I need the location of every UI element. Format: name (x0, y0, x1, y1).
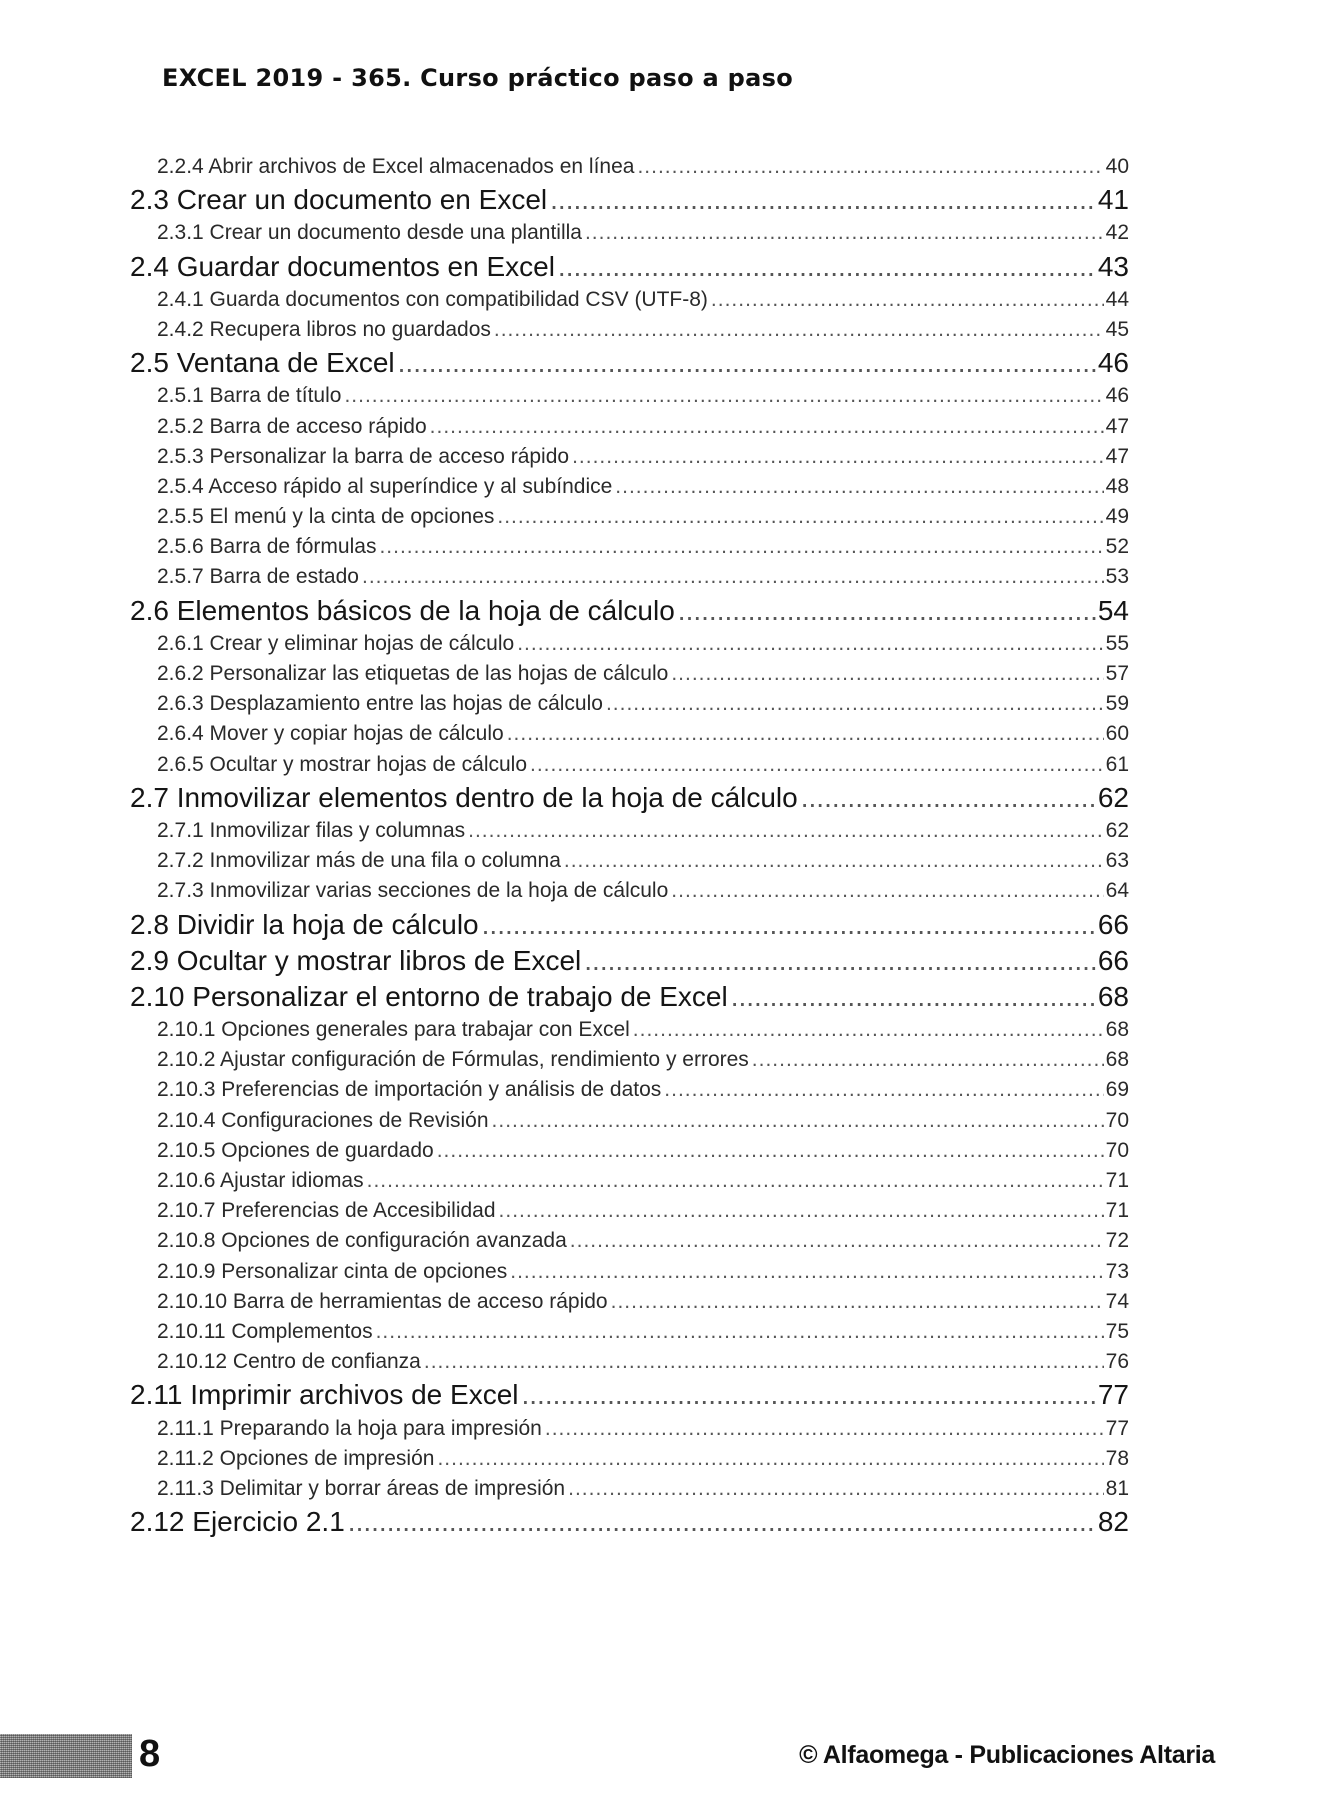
toc-entry-title: 2.10.7 Preferencias de Accesibilidad (157, 1199, 496, 1223)
toc-entry-page: 47 (1105, 414, 1129, 438)
toc-entry-title: 2.11.2 Opciones de impresión (157, 1446, 435, 1470)
toc-entry-page: 47 (1105, 444, 1129, 468)
toc-subsection-entry (157, 1045, 1129, 1075)
toc-leader-dots (611, 1287, 1104, 1317)
toc-section-entry (130, 907, 1129, 943)
toc-entry-title: 2.5.7 Barra de estado (157, 565, 359, 589)
toc-entry-page: 46 (1097, 347, 1129, 379)
toc-subsection-entry (157, 1444, 1129, 1474)
toc-leader-dots (664, 1075, 1103, 1105)
toc-entry-page: 42 (1105, 221, 1129, 245)
toc-entry-page: 73 (1105, 1259, 1129, 1283)
toc-entry-page: 45 (1105, 317, 1129, 341)
toc-entry-page: 68 (1105, 1018, 1129, 1042)
toc-subsection-entry (157, 381, 1129, 411)
toc-leader-dots (633, 1015, 1104, 1045)
toc-leader-dots (362, 562, 1104, 592)
toc-leader-dots (468, 816, 1104, 846)
toc-entry-page: 64 (1105, 879, 1129, 903)
toc-leader-dots (584, 943, 1096, 979)
toc-subsection-entry (157, 285, 1129, 315)
toc-leader-dots (530, 750, 1104, 780)
page-number: 8 (139, 1733, 161, 1775)
toc-leader-dots (522, 1377, 1096, 1413)
toc-entry-page: 72 (1105, 1229, 1129, 1253)
toc-entry-page: 70 (1105, 1138, 1129, 1162)
toc-entry-title: 2.4.1 Guarda documentos con compatibilidad CSV (UTF-8) (157, 287, 708, 311)
toc-entry-page: 53 (1105, 565, 1129, 589)
toc-subsection-entry (157, 472, 1129, 502)
toc-entry-page: 54 (1097, 594, 1129, 626)
toc-entry-page: 77 (1097, 1379, 1129, 1411)
toc-entry-page: 75 (1105, 1319, 1129, 1343)
toc-subsection-entry (157, 1414, 1129, 1444)
toc-entry-title: 2.4.2 Recupera libros no guardados (157, 317, 491, 341)
toc-entry-title: 2.5.2 Barra de acceso rápido (157, 414, 427, 438)
toc-entry-title: 2.5.1 Barra de título (157, 384, 342, 408)
toc-leader-dots (507, 719, 1104, 749)
toc-leader-dots (752, 1045, 1104, 1075)
toc-leader-dots (615, 472, 1103, 502)
toc-entry-title: 2.11.3 Delimitar y borrar áreas de impresión (157, 1476, 566, 1500)
toc-entry-page: 71 (1105, 1169, 1129, 1192)
toc-entry-title: 2.9 Ocultar y mostrar libros de Excel (130, 944, 582, 976)
toc-leader-dots (585, 218, 1104, 248)
toc-leader-dots (437, 1444, 1103, 1474)
toc-entry-title: 2.4 Guardar documentos en Excel (130, 250, 555, 282)
toc-section-entry (130, 345, 1129, 381)
toc-entry-title: 2.11.1 Preparando la hoja para impresión (157, 1416, 542, 1440)
toc-entry-title: 2.3.1 Crear un documento desde una plantilla (157, 221, 582, 245)
toc-entry-page: 70 (1105, 1108, 1129, 1132)
toc-entry-page: 69 (1105, 1078, 1129, 1102)
toc-leader-dots (376, 1317, 1104, 1347)
toc-subsection-entry (157, 502, 1129, 532)
toc-entry-page: 48 (1105, 474, 1129, 498)
toc-entry-title: 2.12 Ejercicio 2.1 (130, 1506, 345, 1538)
toc-subsection-entry (157, 816, 1129, 846)
toc-leader-dots (424, 1347, 1104, 1377)
toc-subsection-entry (157, 1287, 1129, 1317)
toc-entry-title: 2.11 Imprimir archivos de Excel (130, 1379, 519, 1411)
toc-entry-page: 59 (1105, 692, 1129, 716)
toc-leader-dots (570, 1226, 1104, 1256)
toc-entry-title: 2.7.2 Inmovilizar más de una fila o columna (157, 849, 561, 873)
toc-entry-title: 2.6 Elementos básicos de la hoja de cálculo (130, 594, 675, 626)
toc-leader-dots (550, 182, 1096, 218)
toc-entry-title: 2.10.1 Opciones generales para trabajar con Excel (157, 1018, 630, 1042)
toc-entry-title: 2.3 Crear un documento en Excel (130, 184, 548, 216)
toc-entry-title: 2.6.4 Mover y copiar hojas de cálculo (157, 722, 504, 746)
toc-entry-title: 2.10 Personalizar el entorno de trabajo de Excel (130, 980, 728, 1012)
toc-leader-dots (497, 502, 1103, 532)
toc-subsection-entry (157, 1347, 1129, 1377)
toc-entry-title: 2.5.6 Barra de fórmulas (157, 535, 377, 559)
toc-entry-page: 76 (1105, 1350, 1129, 1374)
toc-leader-dots (367, 1166, 1104, 1196)
toc-subsection-entry (157, 315, 1129, 345)
toc-entry-page: 60 (1105, 722, 1129, 746)
toc-subsection-entry (157, 1166, 1129, 1196)
toc-entry-page: 68 (1097, 980, 1129, 1012)
toc-leader-dots (671, 876, 1103, 906)
toc-leader-dots (398, 345, 1096, 381)
toc-entry-title: 2.7.1 Inmovilizar filas y columnas (157, 818, 466, 842)
toc-entry-page: 52 (1105, 535, 1129, 559)
toc-entry-page: 55 (1105, 631, 1129, 655)
toc-leader-dots (494, 315, 1104, 345)
toc-leader-dots (348, 1504, 1096, 1540)
toc-section-entry (130, 593, 1129, 629)
toc-entry-page: 62 (1105, 818, 1129, 842)
toc-section-entry (130, 780, 1129, 816)
toc-entry-page: 63 (1105, 849, 1129, 873)
toc-entry-page: 41 (1097, 184, 1129, 216)
toc-subsection-entry (157, 1257, 1129, 1287)
toc-entry-title: 2.5 Ventana de Excel (130, 347, 395, 379)
toc-entry-title: 2.5.4 Acceso rápido al superíndice y al subíndice (157, 474, 613, 498)
toc-entry-page: 78 (1105, 1446, 1129, 1470)
toc-entry-title: 2.5.3 Personalizar la barra de acceso rápido (157, 444, 570, 468)
toc-leader-dots (379, 532, 1103, 562)
toc-entry-title: 2.10.8 Opciones de configuración avanzada (157, 1229, 567, 1253)
toc-entry-title: 2.5.5 El menú y la cinta de opciones (157, 505, 495, 529)
toc-subsection-entry (157, 1196, 1129, 1226)
toc-leader-dots (671, 659, 1103, 689)
toc-subsection-entry (157, 1106, 1129, 1136)
toc-entry-title: 2.6.2 Personalizar las etiquetas de las hojas de cálculo (157, 662, 669, 685)
toc-subsection-entry (157, 152, 1129, 182)
toc-subsection-entry (157, 1474, 1129, 1504)
copyright-notice: © Alfaomega - Publicaciones Altaria (799, 1741, 1215, 1769)
toc-entry-title: 2.6.1 Crear y eliminar hojas de cálculo (157, 631, 515, 655)
toc-entry-title: 2.10.11 Complementos (157, 1319, 373, 1343)
toc-subsection-entry (157, 562, 1129, 592)
toc-entry-page: 62 (1097, 781, 1129, 813)
toc-subsection-entry (157, 876, 1129, 906)
toc-leader-dots (545, 1414, 1104, 1444)
toc-entry-page: 49 (1105, 505, 1129, 529)
toc-entry-page: 57 (1105, 662, 1129, 685)
toc-leader-dots (517, 629, 1103, 659)
toc-entry-title: 2.6.5 Ocultar y mostrar hojas de cálculo (157, 752, 528, 776)
toc-section-entry (130, 1504, 1129, 1540)
toc-leader-dots (482, 907, 1096, 943)
toc-leader-dots (637, 152, 1103, 182)
toc-section-entry (130, 943, 1129, 979)
toc-entry-title: 2.10.6 Ajustar idiomas (157, 1169, 364, 1192)
toc-subsection-entry (157, 1317, 1129, 1347)
toc-section-entry (130, 1377, 1129, 1413)
toc-leader-dots (492, 1106, 1104, 1136)
toc-entry-title: 2.10.10 Barra de herramientas de acceso rápido (157, 1289, 608, 1313)
toc-entry-page: 46 (1105, 384, 1129, 408)
toc-entry-title: 2.10.9 Personalizar cinta de opciones (157, 1259, 508, 1283)
toc-leader-dots (731, 979, 1096, 1015)
toc-section-entry (130, 249, 1129, 285)
toc-entry-page: 74 (1105, 1289, 1129, 1313)
toc-entry-page: 81 (1105, 1476, 1129, 1500)
toc-entry-page: 44 (1105, 287, 1129, 311)
toc-subsection-entry (157, 719, 1129, 749)
toc-leader-dots (344, 381, 1103, 411)
toc-leader-dots (510, 1257, 1103, 1287)
toc-subsection-entry (157, 689, 1129, 719)
toc-entry-page: 66 (1097, 944, 1129, 976)
toc-entry-title: 2.7.3 Inmovilizar varias secciones de la hoja de cálculo (157, 879, 669, 903)
toc-entry-page: 61 (1105, 752, 1129, 776)
toc-subsection-entry (157, 218, 1129, 248)
toc-entry-page: 66 (1097, 908, 1129, 940)
toc-subsection-entry (157, 532, 1129, 562)
toc-subsection-entry (157, 629, 1129, 659)
toc-leader-dots (678, 593, 1096, 629)
toc-leader-dots (564, 846, 1104, 876)
footer-decorative-bar (0, 1734, 132, 1778)
toc-leader-dots (499, 1196, 1104, 1226)
toc-leader-dots (572, 442, 1104, 472)
toc-subsection-entry (157, 750, 1129, 780)
toc-section-entry (130, 979, 1129, 1015)
toc-entry-page: 71 (1105, 1199, 1129, 1223)
toc-leader-dots (558, 249, 1096, 285)
toc-subsection-entry (157, 1075, 1129, 1105)
toc-subsection-entry (157, 1136, 1129, 1166)
toc-entry-title: 2.10.5 Opciones de guardado (157, 1138, 434, 1162)
toc-leader-dots (568, 1474, 1104, 1504)
toc-entry-title: 2.2.4 Abrir archivos de Excel almacenados en línea (157, 155, 635, 178)
toc-leader-dots (430, 412, 1104, 442)
toc-leader-dots (606, 689, 1104, 719)
toc-subsection-entry (157, 659, 1129, 689)
toc-entry-page: 77 (1105, 1416, 1129, 1440)
toc-entry-page: 43 (1097, 250, 1129, 282)
toc-subsection-entry (157, 442, 1129, 472)
toc-entry-title: 2.10.3 Preferencias de importación y análisis de datos (157, 1078, 662, 1102)
toc-entry-title: 2.6.3 Desplazamiento entre las hojas de cálculo (157, 692, 603, 716)
toc-entry-title: 2.10.4 Configuraciones de Revisión (157, 1108, 489, 1132)
toc-leader-dots (801, 780, 1096, 816)
toc-entry-title: 2.8 Dividir la hoja de cálculo (130, 908, 479, 940)
toc-subsection-entry (157, 846, 1129, 876)
toc-section-entry (130, 182, 1129, 218)
running-header: EXCEL 2019 - 365. Curso práctico paso a paso (162, 64, 794, 92)
toc-entry-title: 2.10.12 Centro de confianza (157, 1350, 421, 1374)
toc-subsection-entry (157, 1015, 1129, 1045)
toc-subsection-entry (157, 1226, 1129, 1256)
toc-leader-dots (437, 1136, 1104, 1166)
toc-entry-title: 2.7 Inmovilizar elementos dentro de la hoja de cálculo (130, 781, 798, 813)
toc-leader-dots (711, 285, 1104, 315)
toc-entry-page: 40 (1105, 155, 1129, 178)
toc-entry-title: 2.10.2 Ajustar configuración de Fórmulas, rendimiento y errores (157, 1048, 749, 1072)
toc-subsection-entry (157, 412, 1129, 442)
toc-entry-page: 82 (1097, 1506, 1129, 1538)
table-of-contents (0, 152, 1323, 1540)
toc-entry-page: 68 (1105, 1048, 1129, 1072)
